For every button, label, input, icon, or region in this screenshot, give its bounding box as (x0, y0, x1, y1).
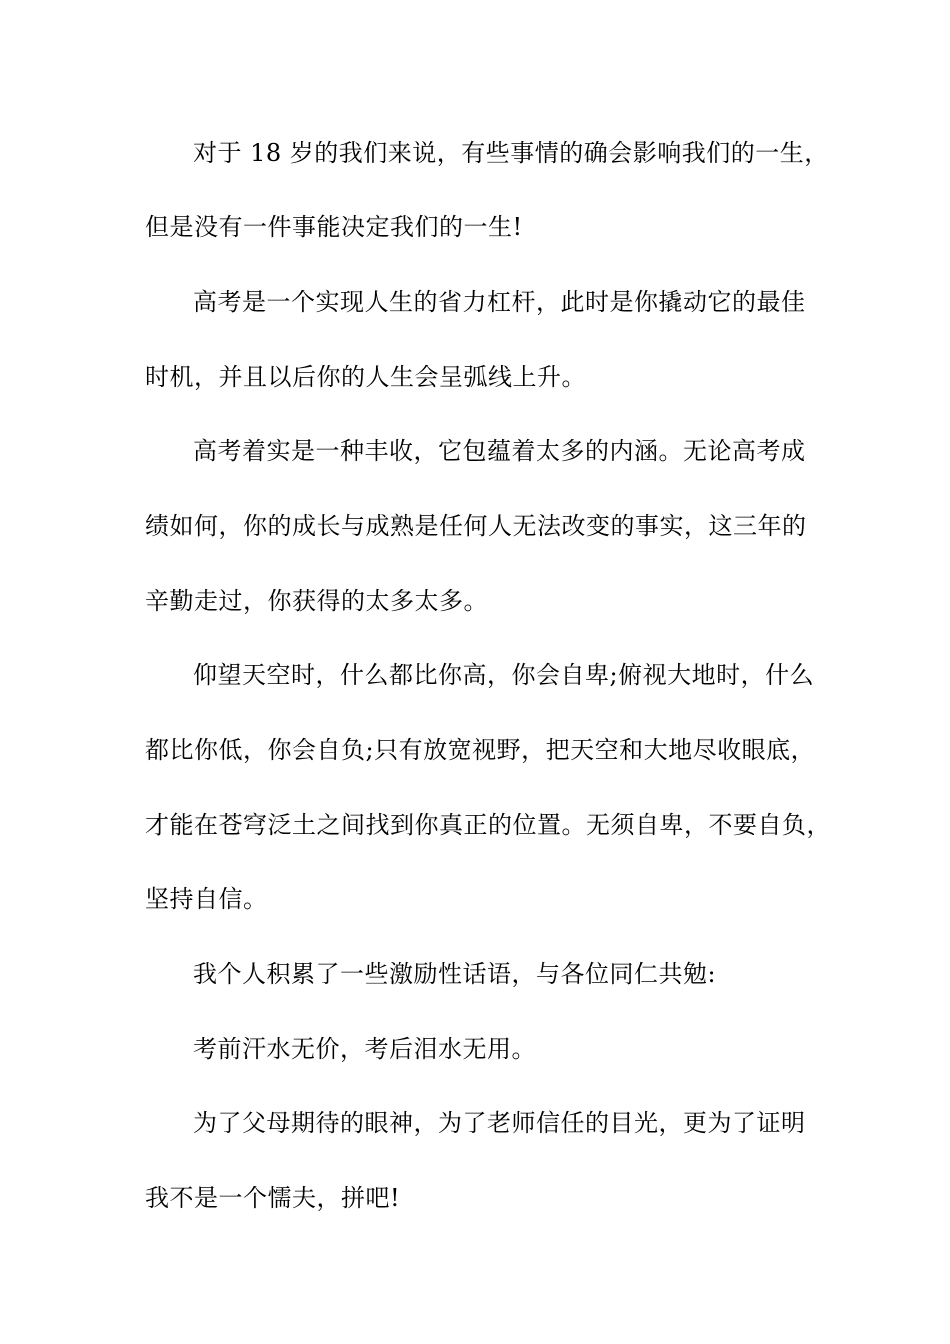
paragraph-5-line-1: 我个人积累了一些激励性话语，与各位同仁共勉: (193, 960, 717, 988)
paragraph-4-line-4: 坚持自信。 (145, 885, 268, 913)
paragraph-2-line-2: 时机，并且以后你的人生会呈弧线上升。 (145, 363, 586, 391)
paragraph-4-line-1: 仰望天空时，什么都比你高，你会自卑;俯视大地时，什么 (193, 661, 815, 689)
paragraph-1-line-2: 但是没有一件事能决定我们的一生! (145, 213, 523, 241)
paragraph-7-line-2: 我不是一个懦夫，拼吧! (145, 1184, 401, 1212)
paragraph-4-line-2: 都比你低，你会自负;只有放宽视野，把天空和大地尽收眼底， (145, 736, 816, 764)
paragraph-3-line-1: 高考着实是一种丰收，它包蕴着太多的内涵。无论高考成 (193, 437, 806, 465)
paragraph-6-line-1: 考前汗水无价，考后泪水无用。 (193, 1035, 536, 1063)
paragraph-3-line-3: 辛勤走过，你获得的太多太多。 (145, 587, 488, 615)
paragraph-4-line-3: 才能在苍穹泛土之间找到你真正的位置。无须自卑，不要自负， (145, 811, 831, 839)
paragraph-2-line-1: 高考是一个实现人生的省力杠杆，此时是你撬动它的最佳 (193, 288, 806, 316)
paragraph-7-line-1: 为了父母期待的眼神，为了老师信任的目光，更为了证明 (193, 1109, 806, 1137)
paragraph-1-line-1: 对于 18 岁的我们来说，有些事情的确会影响我们的一生， (193, 139, 829, 167)
paragraph-3-line-2: 绩如何，你的成长与成熟是任何人无法改变的事实，这三年的 (145, 512, 807, 540)
